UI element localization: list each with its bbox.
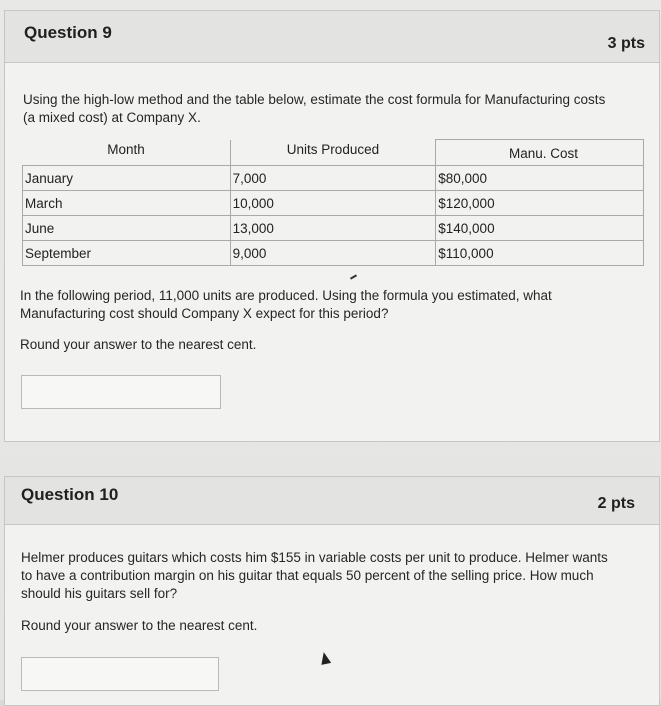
row-month: March — [23, 191, 231, 216]
question-9-points: 3 pts — [607, 35, 645, 52]
row-cost: $80,000 — [436, 166, 644, 191]
row-cost: $140,000 — [436, 216, 644, 241]
header-units-produced: Units Produced — [230, 140, 436, 166]
question-10-points: 2 pts — [597, 495, 635, 512]
question-9-title: Question 9 — [24, 23, 112, 42]
question-10-prompt — [21, 549, 651, 603]
question-9-card — [4, 10, 660, 442]
question-10-answer-input[interactable] — [21, 657, 219, 691]
question-10-card — [4, 476, 660, 706]
question-9-prompt-line2: (a mixed cost) at Company X. — [23, 110, 201, 125]
question-9-prompt-line1: Using the high-low method and the table below, estimate the cost formula for Manufacturing costs — [23, 92, 606, 107]
table-row — [23, 216, 644, 241]
question-9-header — [5, 11, 659, 63]
question-9-answer-input[interactable] — [21, 375, 221, 409]
row-month: January — [23, 166, 231, 191]
header-month: Month — [23, 140, 231, 166]
question-9-round-note: Round your answer to the nearest cent. — [20, 337, 257, 352]
question-10-prompt-line1: Helmer produces guitars which costs him $155 in variable costs per unit to produce. Helmer wants — [21, 550, 608, 565]
row-units: 9,000 — [230, 241, 436, 266]
row-units: 13,000 — [230, 216, 436, 241]
cost-table-header-row — [23, 140, 644, 166]
table-row — [23, 191, 644, 216]
question-9-prompt — [23, 91, 653, 127]
mouse-cursor-icon — [319, 651, 331, 665]
row-cost: $110,000 — [436, 241, 644, 266]
question-10-prompt-line2: to have a contribution margin on his guitar that equals 50 percent of the selling price. How much — [21, 568, 594, 583]
header-manu-cost: Manu. Cost — [436, 140, 644, 166]
table-row — [23, 241, 644, 266]
row-units: 7,000 — [230, 166, 436, 191]
question-9-followup-line1: In the following period, 11,000 units are produced. Using the formula you estimated, what — [20, 288, 552, 303]
question-10-prompt-line3: should his guitars sell for? — [21, 586, 178, 601]
table-row — [23, 166, 644, 191]
question-9-followup-line2: Manufacturing cost should Company X expect for this period? — [20, 306, 389, 321]
cost-table — [22, 139, 644, 266]
row-units: 10,000 — [230, 191, 436, 216]
row-month: June — [23, 216, 231, 241]
row-cost: $120,000 — [436, 191, 644, 216]
question-10-round-note: Round your answer to the nearest cent. — [21, 618, 258, 633]
question-10-header — [5, 477, 659, 525]
row-month: September — [23, 241, 231, 266]
question-9-followup — [20, 287, 650, 323]
question-10-title: Question 10 — [21, 485, 119, 504]
